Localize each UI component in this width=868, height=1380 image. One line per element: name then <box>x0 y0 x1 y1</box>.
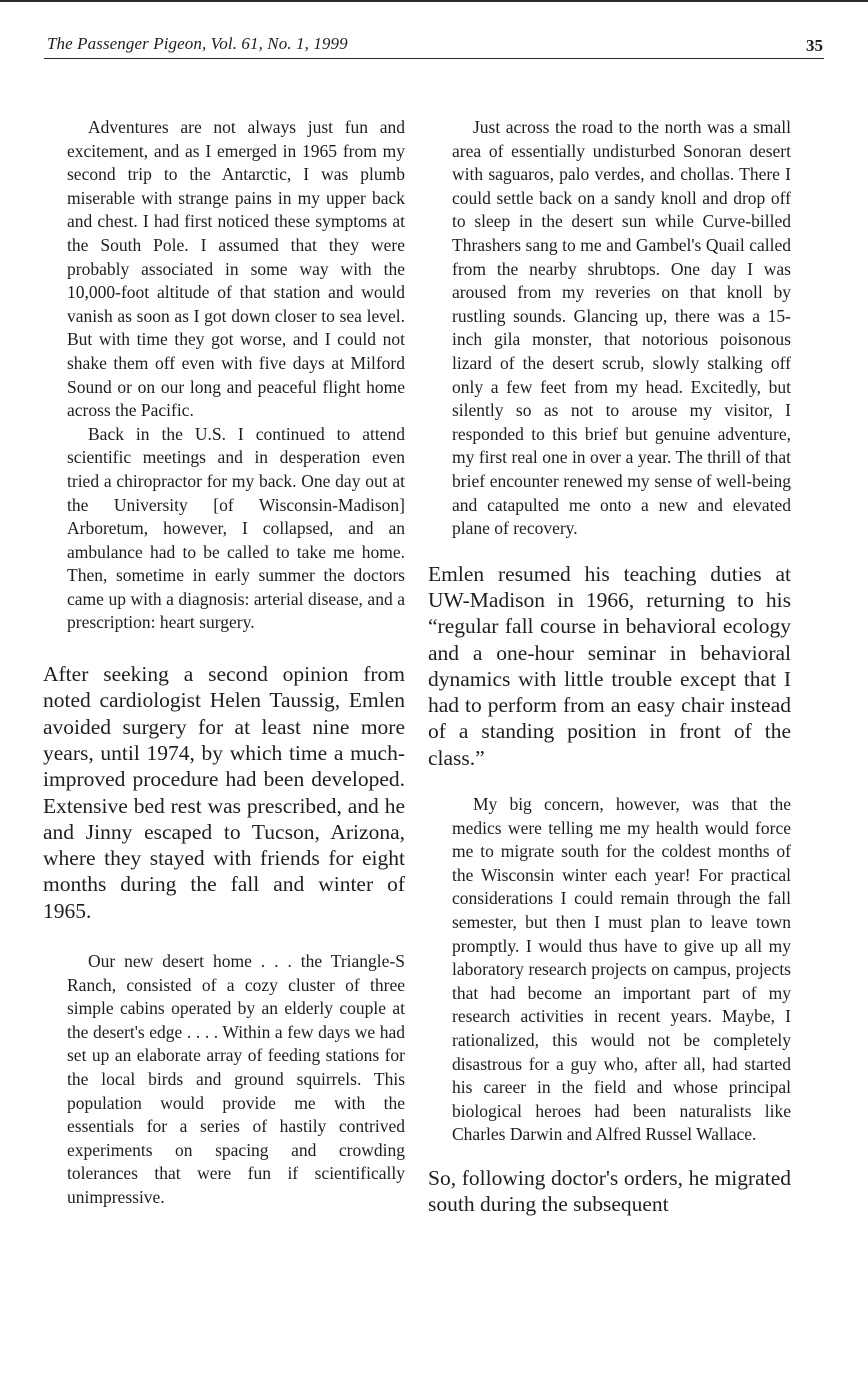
block-quote-gila-monster: Just across the road to the north was a small area of essentially undisturbed Sonoran desert with saguaros, palo verdes, and chollas. There I could settle back on a sandy knoll and drop off to sleep in the desert sun while Curve-billed Thrashers sang to me and Gambel's Quail called from the nearby shrubtops. One day I was aroused from my reveries on that knoll by rustling sounds. Glancing up, there was a 15-inch gila monster, that notorious poisonous lizard of the desert scrub, slowly stalking off only a few feet from my head. Excitedly, but silently so as not to arouse my visitor, I responded to this brief but genuine adventure, my first real one in over a year. The thrill of that brief encounter renewed my sense of well-being and catapulted me onto a new and elevated plane of recovery. <box>452 117 791 539</box>
right-column <box>428 116 791 1218</box>
running-header <box>44 32 824 59</box>
block-quote-migration: My big concern, however, was that the medics were telling me my health would force me to migrate south for the coldest months of the Wisconsin winter each year! For practical considerations I could remain through the fall semester, but then I must plan to leave town promptly. I would thus have to give up all my laboratory research projects on campus, projects that had become an important part of my research activities in recent years. Maybe, I rationalized, this would not be completely disastrous for a guy who, after all, had started his career in the field and whose principal biological heroes had been naturalists like Charles Darwin and Alfred Russel Wallace. <box>452 794 791 1145</box>
block-quote-desert-home: Our new desert home . . . the Triangle-S Ranch, consisted of a cozy cluster of three simple cabins operated by an elderly couple at the desert's edge . . . . Within a few days we had set up an elaborate array of feeding stations for the local birds and ground squirrels. This population would provide me with the essentials for a series of hastily contrived experiments on spacing and crowding tolerances that were fun if scientifically unimpressive. <box>67 951 405 1207</box>
narrative-paragraph-teaching: Emlen resumed his teaching duties at UW-Madison in 1966, returning to his “regular fall course in behavioral ecology and a one-hour seminar in behavioral dynamics with little trouble except that I had to perform from an easy chair instead of a standing position in front of the class.” <box>428 561 791 770</box>
top-border-rule <box>0 0 868 2</box>
block-quote-diagnosis: Back in the U.S. I continued to attend scientific meetings and in desperation even tried a chiropractor for my back. One day out at the University [of Wisconsin-Madison] Arboretum, however, I collapsed, and an ambulance had to be called to take me home. Then, sometime in early summer the doctors came up with a diagnosis: arterial disease, and a prescription: heart surgery. <box>67 423 405 633</box>
journal-title: The Passenger Pigeon, Vol. 61, No. 1, 1999 <box>47 34 348 53</box>
page-number: 35 <box>806 36 823 55</box>
narrative-paragraph-doctors-orders: So, following doctor's orders, he migrated south during the subsequent <box>428 1165 791 1217</box>
narrative-paragraph-surgery: After seeking a second opinion from noted cardiologist Helen Taussig, Emlen avoided surgery for at least nine more years, until 1974, by which time a much-improved procedure had been developed. Extensive bed rest was prescribed, and he and Jinny escaped to Tucson, Arizona, where they stayed with friends for eight months during the fall and winter of 1965. <box>43 662 405 923</box>
left-column <box>43 116 405 1210</box>
block-quote-antarctic: Adventures are not always just fun and excitement, and as I emerged in 1965 from my second trip to the Antarctic, I was plumb miserable with strange pains in my upper back and chest. I had first noticed these symptoms at the South Pole. I assumed that they were probably associated in some way with the 10,000-foot altitude of that station and would vanish as soon as I got down closer to sea level. But with time they got worse, and I could not shake them off even with five days at Milford Sound or on our long and peaceful flight home across the Pacific. <box>67 117 405 421</box>
